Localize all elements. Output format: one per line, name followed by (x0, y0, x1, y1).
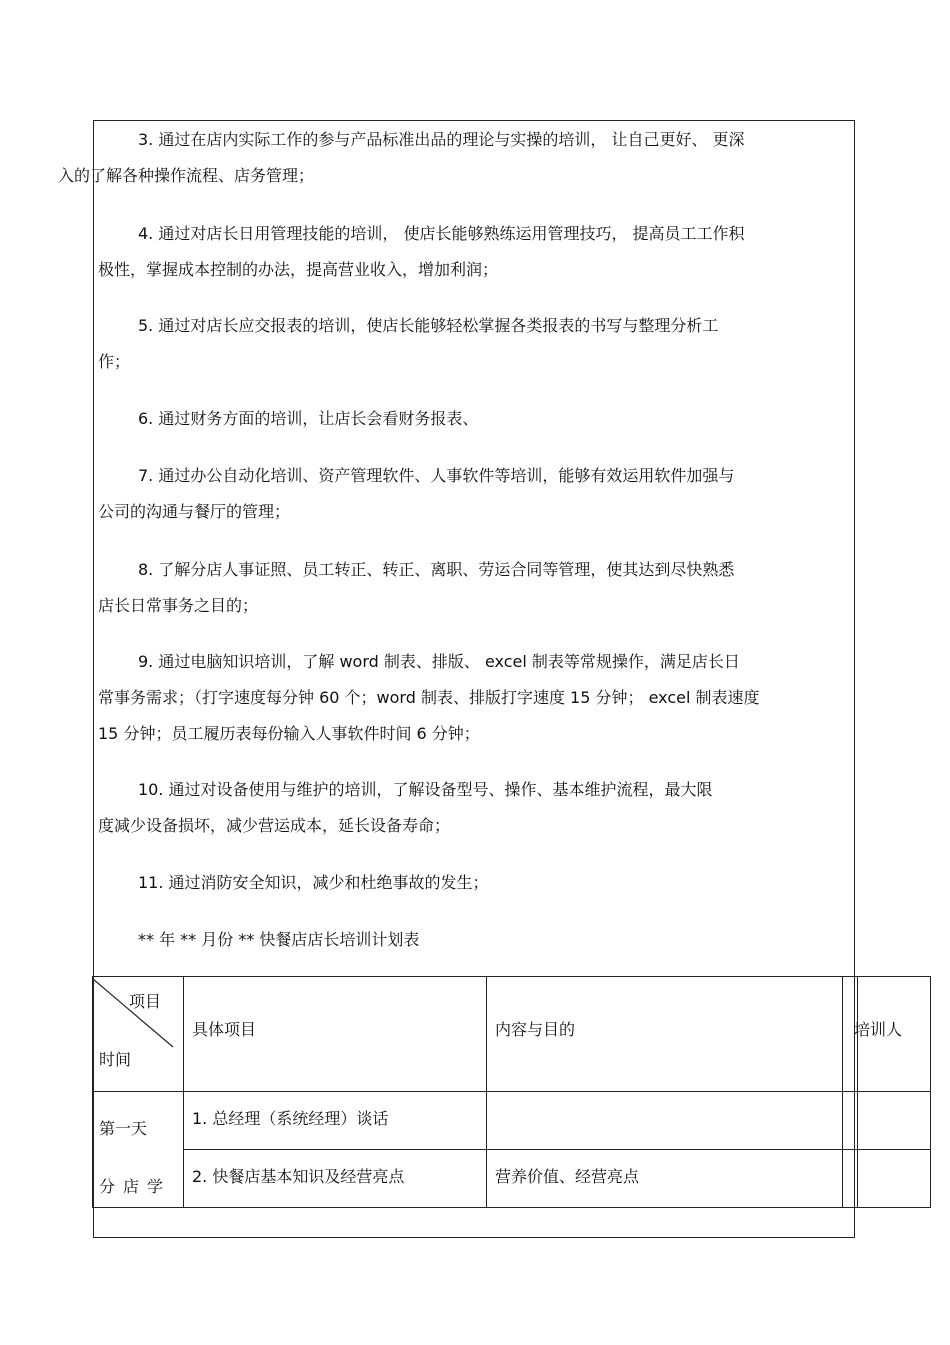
paragraph-line: 极性，掌握成本控制的办法，提高营业收入，增加利润； (98, 260, 499, 279)
paragraph-line: 8. 了解分店人事证照、员工转正、转正、离职、劳运合同等管理，使其达到尽快熟悉 (138, 560, 735, 579)
paragraph-line: 3. 通过在店内实际工作的参与产品标准出品的理论与实操的培训， 让自己更好、 更深 (138, 130, 745, 149)
header-content-purpose-label: 内容与目的 (495, 1020, 576, 1039)
paragraph-10 (98, 772, 850, 844)
trainer-cell (858, 1092, 931, 1150)
header-content-purpose (487, 977, 843, 1092)
store-label: 分店学 (99, 1177, 172, 1196)
header-time-label: 时间 (99, 1050, 132, 1069)
paragraph-line: 11. 通过消防安全知识，减少和杜绝事故的发生； (138, 873, 489, 892)
item-text: 1. 总经理（系统经理）谈话 (192, 1109, 389, 1128)
header-specific-item (184, 977, 487, 1092)
content-text: 营养价值、经营亮点 (495, 1167, 640, 1186)
spacer-cell (843, 1092, 858, 1150)
paragraph-11 (98, 865, 850, 901)
paragraph-line: 4. 通过对店长日用管理技能的培训， 使店长能够熟练运用管理技巧， 提高员工工作积 (138, 224, 745, 243)
paragraph-line: 常事务需求；（打字速度每分钟 60 个；word 制表、排版打字速度 15 分钟； excel 制表速度 (98, 688, 760, 707)
paragraph-line: 店长日常事务之目的； (98, 596, 259, 615)
paragraph-line: 5. 通过对店长应交报表的培训，使店长能够轻松掌握各类报表的书写与整理分析工 (138, 316, 719, 335)
paragraph-7 (98, 458, 850, 530)
trainer-cell (858, 1150, 931, 1208)
paragraph-line: 公司的沟通与餐厅的管理； (98, 502, 291, 521)
day-cell (93, 1092, 184, 1208)
paragraph-line: 15 分钟；员工履历表每份输入人事软件时间 6 分钟； (98, 724, 480, 743)
content-cell (487, 1092, 843, 1150)
paragraph-line: 入的了解各种操作流程、店务管理； (58, 166, 315, 185)
paragraph-line: 9. 通过电脑知识培训，了解 word 制表、排版、 excel 制表等常规操作，满足店长日 (138, 652, 740, 671)
header-trainer-label: 培训人 (854, 1020, 903, 1039)
paragraph-line: 度减少设备损坏，减少营运成本，延长设备寿命； (98, 816, 451, 835)
table-row (93, 1150, 931, 1208)
table-caption: ** 年 ** 月份 ** 快餐店店长培训计划表 (138, 930, 420, 949)
item-text: 2. 快餐店基本知识及经营亮点 (192, 1167, 405, 1186)
diagonal-header-cell (93, 977, 184, 1092)
paragraph-8 (98, 552, 850, 624)
item-cell (184, 1150, 487, 1208)
paragraph-line: 10. 通过对设备使用与维护的培训，了解设备型号、操作、基本维护流程，最大限 (138, 780, 713, 799)
training-plan-table (92, 976, 931, 1208)
day-label: 第一天 (99, 1119, 148, 1138)
header-trainer (854, 977, 931, 1092)
paragraph-3 (58, 122, 850, 194)
paragraph-6 (98, 401, 850, 437)
paragraph-4 (98, 216, 850, 288)
paragraph-line: 6. 通过财务方面的培训，让店长会看财务报表、 (138, 409, 479, 428)
paragraph-line: 作； (98, 352, 131, 371)
header-item-label: 项目 (129, 992, 162, 1011)
spacer-cell (843, 1150, 858, 1208)
header-specific-item-label: 具体项目 (192, 1020, 257, 1039)
paragraph-line: 7. 通过办公自动化培训、资产管理软件、人事软件等培训，能够有效运用软件加强与 (138, 466, 735, 485)
paragraph-9 (98, 644, 850, 752)
table-row (93, 1092, 931, 1150)
item-cell (184, 1092, 487, 1150)
content-cell (487, 1150, 843, 1208)
table-header-row (93, 977, 931, 1092)
paragraph-5 (98, 308, 850, 380)
